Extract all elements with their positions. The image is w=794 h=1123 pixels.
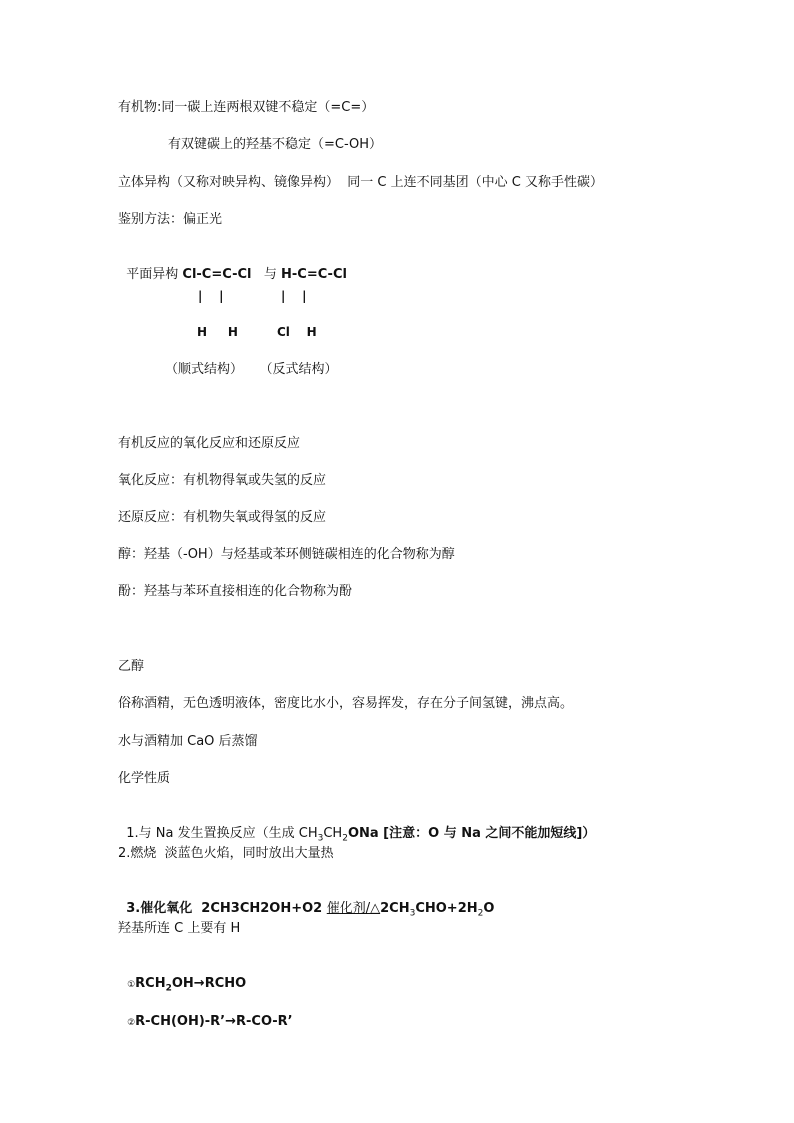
text-fragment: 1.与 Na 发生置换反应（生成 CH	[126, 826, 318, 841]
subscript: 3	[409, 908, 416, 919]
circled-number: ②	[127, 1018, 136, 1028]
structure-captions: （顺式结构） （反式结构）	[165, 362, 338, 377]
text-fragment: R-CO-R’	[236, 1014, 293, 1029]
text-line: 醇：羟基（-OH）与烃基或苯环侧链碳相连的化合物称为醇	[118, 547, 455, 562]
text-fragment: ONa [注意：O 与 Na 之间不能加短线]）	[347, 826, 596, 841]
text-fragment: 平面异构	[126, 267, 183, 282]
arrow-icon: →	[225, 1014, 237, 1029]
substituents-trans: Cl H	[277, 325, 317, 339]
arrow-icon: →	[193, 976, 205, 991]
text-fragment: R-CH(OH)-R’	[135, 1014, 226, 1029]
text-line: 化学性质	[118, 771, 171, 786]
reaction-line	[118, 882, 494, 918]
substituents-cis: H H	[197, 325, 238, 339]
text-fragment: OH	[171, 976, 194, 991]
formula-line	[118, 248, 347, 284]
text-fragment: 3.催化氧化 2CH3CH2OH+O2	[126, 901, 327, 916]
text-line: 鉴别方法：偏正光	[118, 212, 223, 227]
bond-lines-cis: | |	[198, 289, 224, 303]
subscript: 2	[477, 908, 484, 919]
text-line: 2.燃烧 淡蓝色火焰，同时放出大量热	[118, 846, 334, 861]
text-line: 有双键碳上的羟基不稳定（=C-OH）	[168, 137, 383, 152]
reaction-line	[118, 957, 246, 994]
text-line: 有机物:同一碳上连两根双键不稳定（=C=）	[118, 100, 375, 115]
text-line: 氧化反应：有机物得氧或失氢的反应	[118, 473, 327, 488]
text-fragment: CHO+2H	[415, 901, 478, 916]
text-line: 酚：羟基与苯环直接相连的化合物称为酚	[118, 584, 353, 599]
text-fragment: O	[483, 901, 495, 916]
reaction-line	[118, 995, 293, 1032]
text-line: 羟基所连 C 上要有 H	[118, 921, 241, 936]
reaction-line	[118, 807, 595, 843]
bond-lines-trans: | |	[281, 289, 307, 303]
cis-formula: Cl-C=C-Cl	[182, 267, 252, 282]
subscript: 2	[165, 983, 172, 994]
subscript: 2	[342, 833, 348, 844]
section-heading: 乙醇	[118, 659, 145, 674]
subscript: 3	[317, 833, 324, 844]
text-fragment: 2CH	[380, 901, 410, 916]
section-heading: 有机反应的氧化反应和还原反应	[118, 436, 301, 451]
text-line: 立体异构（又称对映异构、镜像异构） 同一 C 上连不同基团（中心 C 又称手性碳）	[118, 175, 603, 190]
trans-formula: H-C=C-Cl	[281, 267, 347, 282]
text-line: 水与酒精加 CaO 后蒸馏	[118, 734, 258, 749]
text-fragment: RCHO	[204, 976, 247, 991]
circled-number: ①	[127, 980, 136, 990]
text-fragment: CH	[323, 826, 343, 841]
text-fragment: 与	[251, 267, 281, 282]
catalyst-label: 催化剂/△	[326, 901, 381, 916]
text-fragment: RCH	[135, 976, 166, 991]
text-line: 还原反应：有机物失氧或得氢的反应	[118, 510, 327, 525]
text-line: 俗称酒精，无色透明液体，密度比水小，容易挥发，存在分子间氢键，沸点高。	[118, 696, 574, 711]
